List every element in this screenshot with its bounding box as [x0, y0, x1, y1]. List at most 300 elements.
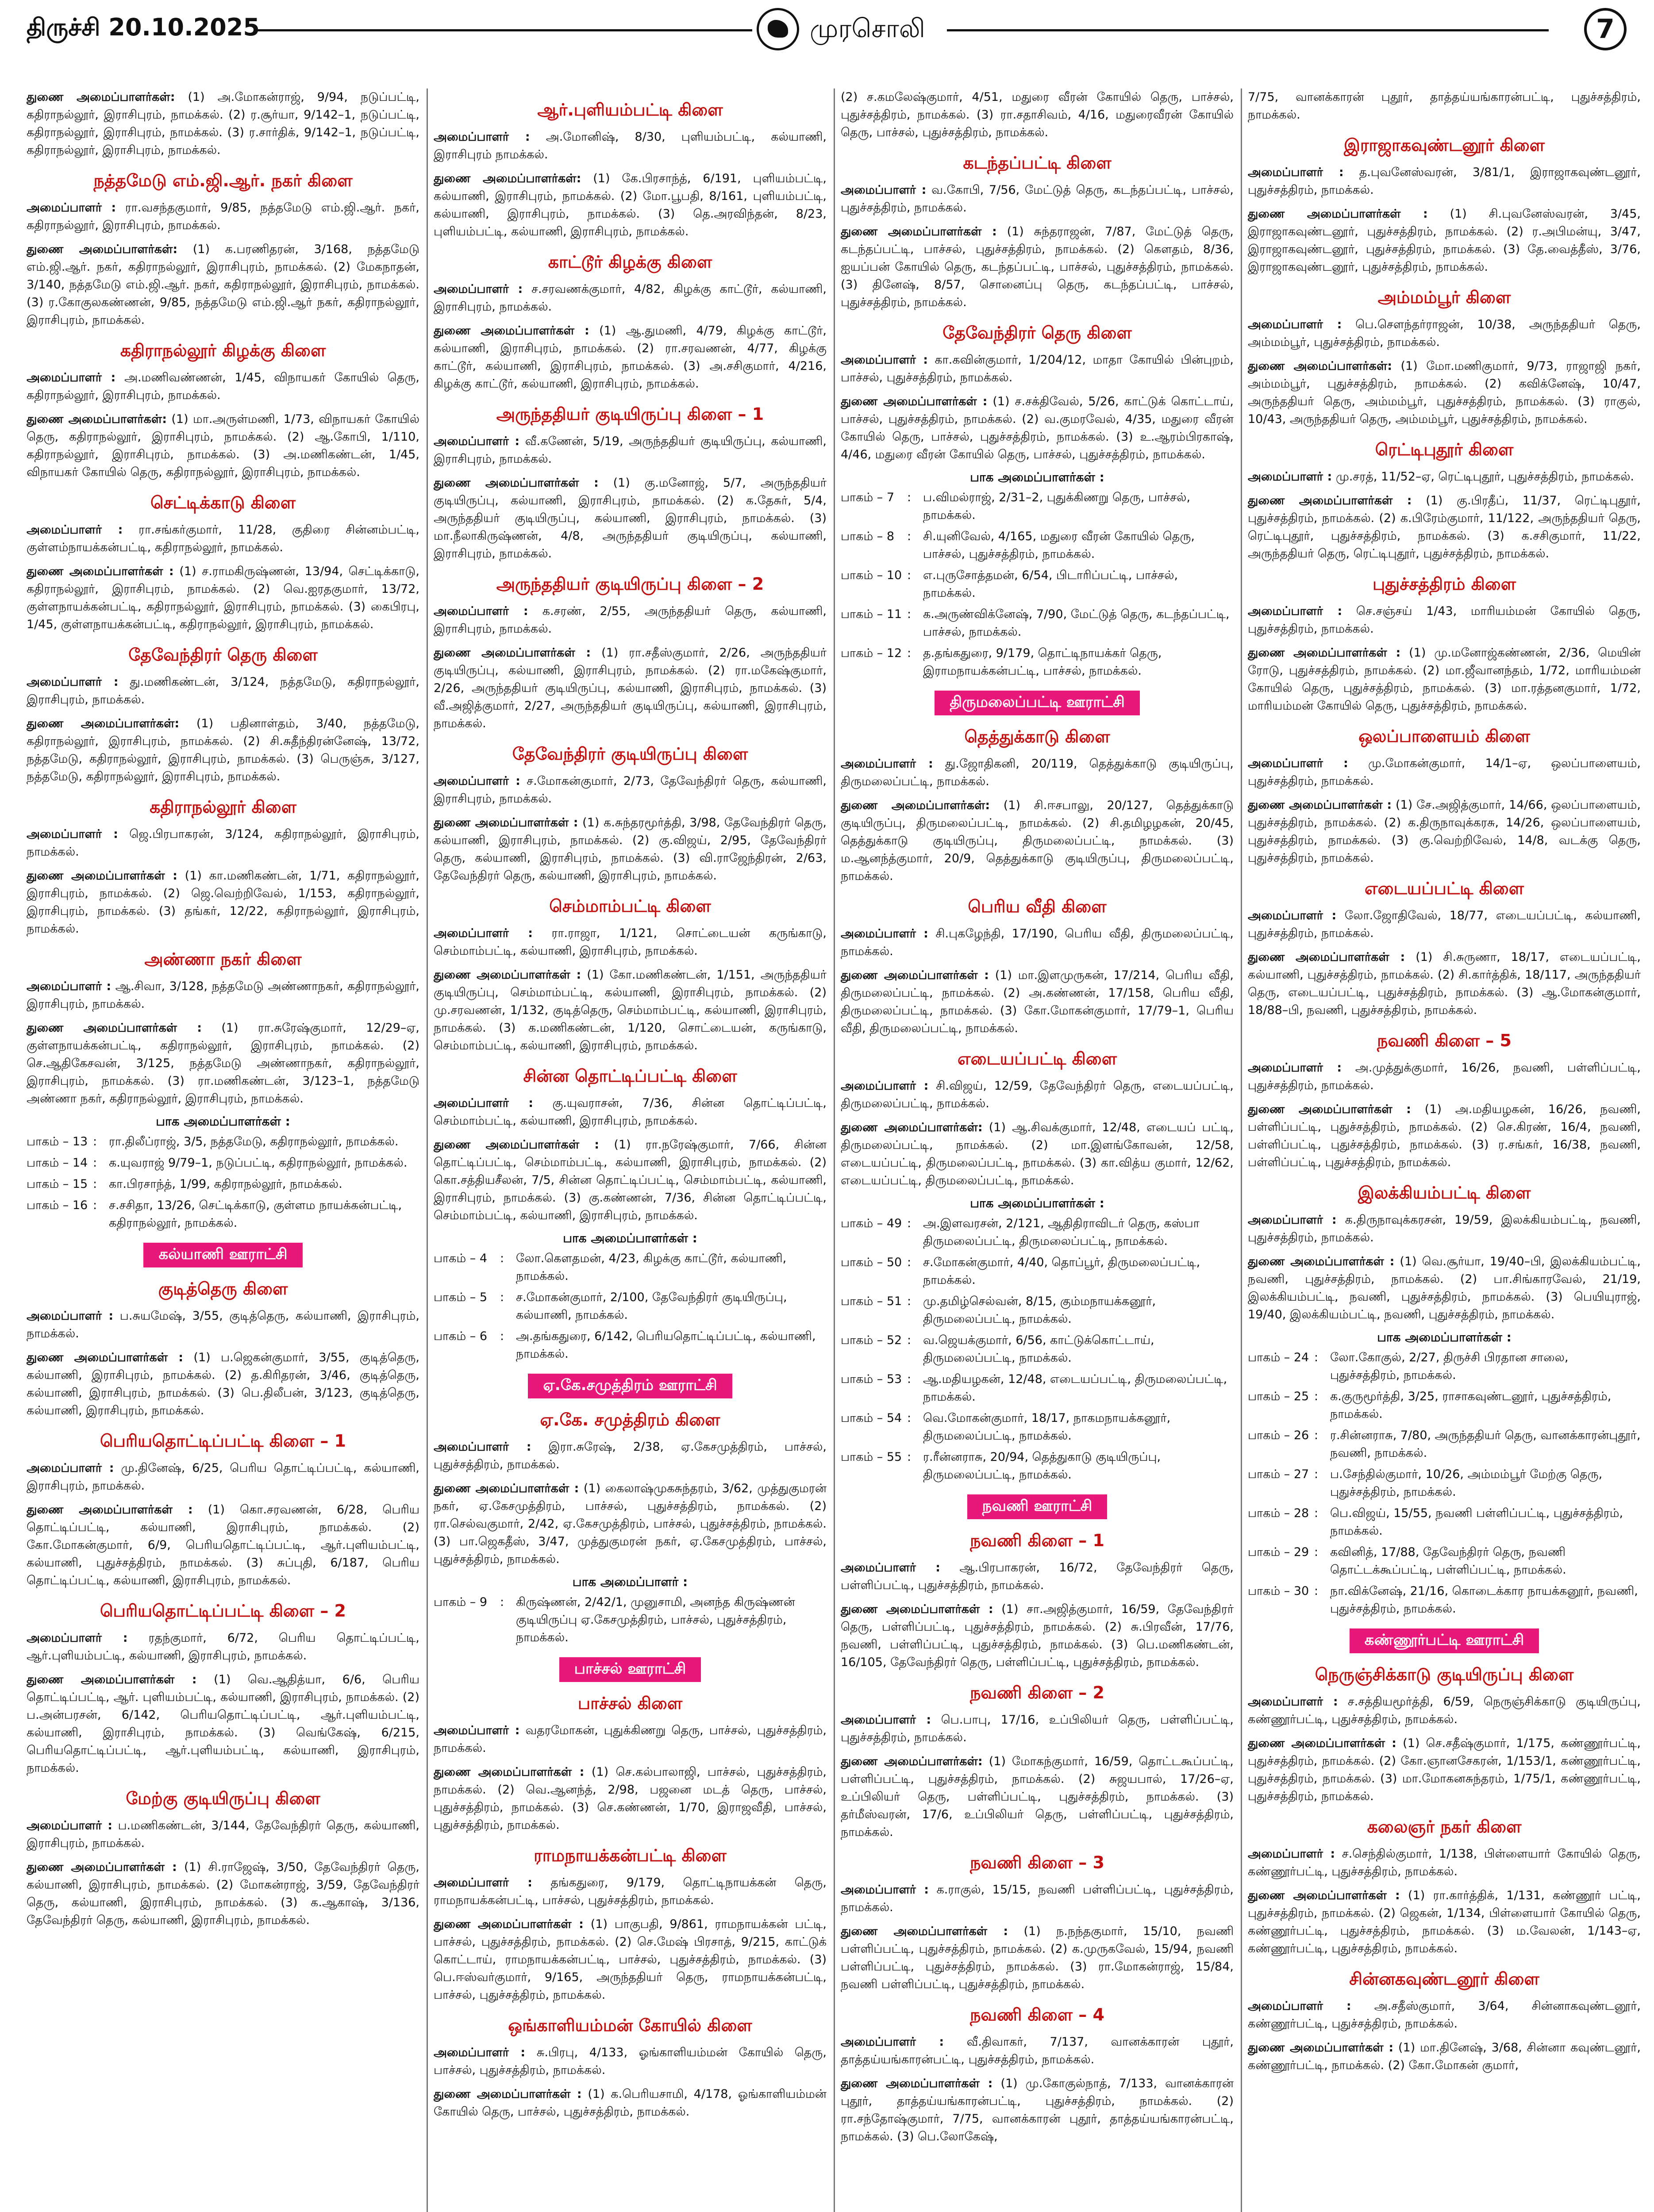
organizer-entry: [27, 1459, 419, 1495]
organizer-entry: [1248, 1997, 1641, 2033]
organizer-details: ஜெ.பிரபாகரன், 3/124, கதிராநல்லூர், இராசிபுரம், நாமக்கல்.: [27, 827, 419, 859]
organizer-details: (1) மா.தினேஷ், 3/68, சின்னா கவுண்டனூர், கண்ணூர்பட்டி, நாமக்கல். (2) கோ.மோகன் குமார்,: [1248, 2041, 1641, 2072]
organizer-details: (1) க.சுந்தரமூர்த்தி, 3/98, தேவேந்திரர் தெரு, கல்யாணி, இராசிபுரம், நாமக்கல். (2) கு.விஜய், 2/95, தேவேந்திரர் தெரு, கல்யாணி, இராசிபுரம், நாமக்கல். (3) வி.ராஜேந்திரன், 2/63, தேவேந்திரர் தெரு, கல்யாணி, இராசிபுரம், நாமக்கல்.: [434, 816, 827, 883]
paper-logo-icon: [757, 8, 799, 50]
branch-heading: ஆர்.புளியம்பட்டி கிளை: [537, 100, 723, 119]
organizer-details: கு.யுவராசன், 7/36, சின்ன தொட்டிப்பட்டி, செம்மாம்பட்டி, கல்யாணி, இராசிபுரம், நாமக்கல்.: [434, 1096, 827, 1128]
role-label: துணை அமைப்பாளர்கள் :: [1248, 798, 1392, 812]
branch-heading: செட்டிக்காடு கிளை: [150, 493, 296, 512]
role-label: துணை அமைப்பாளர்கள் :: [27, 1673, 197, 1686]
booth-number: பாகம் – 52: [841, 1333, 902, 1347]
organizer-details: வீ.கணேன், 5/19, அருந்ததியர் குடியிருப்பு, கல்யாணி, இராசிபுரம், நாமக்கல்.: [434, 434, 827, 466]
organizer-details: அ.மணிவண்ணன், 1/45, விநாயகர் கோயில் தெரு, கதிராநல்லூர், இராசிபுரம், நாமக்கல்.: [27, 371, 419, 402]
organizer-details: (1) சா.அஜித்குமார், 16/59, தேவேந்திரர் தெரு, பள்ளிப்பட்டி, புதுச்சத்திரம், நாமக்கல். (2) சு.பிரவீன், 17/76, நவணி, பள்ளிப்பட்டி, புதுச்சத்திரம், நாமக்கல். (3) பெ.மணிகண்டன், 16/105, தேவேந்திரர் தெரு, பள்ளிப்பட்டி, புதுச்சத்திரம், நாமக்கல்.: [841, 1602, 1234, 1669]
role-label: அமைப்பாளர் :: [27, 523, 123, 537]
role-label: துணை அமைப்பாளர்கள் :: [27, 869, 177, 883]
booth-number: பாகம் – 55: [841, 1450, 902, 1464]
role-label: அமைப்பாளர் :: [434, 926, 533, 940]
role-label: துணை அமைப்பாளர்கள் :: [434, 646, 591, 660]
role-label: துணை அமைப்பாளர்கள் :: [841, 395, 988, 408]
branch-heading: ஏ.கே. சமுத்திரம் கிளை: [540, 1410, 720, 1429]
booth-number: பாகம் – 13: [27, 1135, 88, 1148]
branch-heading: கதிராநல்லூர் கிளை: [150, 797, 296, 817]
branch-heading: இராஜாகவுண்டனூர் கிளை: [1343, 135, 1545, 155]
organizer-details: (1) பதினாள்தம், 3/40, நத்தமேடு, கதிராநல்லூர், இராசிபுரம், நாமக்கல். (2) சி.சுதீந்திரன்னேஷ், 13/72, நத்தமேடு, கதிராநல்லூர், இராசிபுரம், நாமக்கல். (3) பெருஞ்சு, 3/127, நத்தமேடு, கதிராநல்லூர், இராசிபுரம், நாமக்கல்.: [27, 717, 419, 783]
organizer-entry: [1248, 1101, 1641, 1171]
organizer-entry: [434, 474, 827, 563]
organizer-entry: [1248, 1845, 1641, 1881]
booth-organizer-row: [841, 1371, 1234, 1406]
branch-heading: நவணி கிளை – 3: [970, 1853, 1104, 1872]
booth-number: பாகம் – 14: [27, 1156, 88, 1170]
section-subheading: பாக அமைப்பாளர் :: [572, 1575, 688, 1589]
organizer-entry: [1248, 949, 1641, 1019]
organizer-details: (1) ப.ஜெகன்குமார், 3/55, குடித்தெரு, கல்யாணி, இராசிபுரம், நாமக்கல். (2) த.கிரிதரன், 3/46, குடித்தெரு, கல்யாணி, இராசிபுரம், நாமக்கல். (3) பெ.திலீபன், 3/123, குடித்தெரு, கல்யாணி, இராசிபுரம், நாமக்கல்.: [27, 1351, 419, 1417]
branch-heading: அருந்ததியர் குடியிருப்பு கிளை – 2: [496, 574, 764, 594]
role-label: அமைப்பாளர் :: [27, 1309, 114, 1323]
organizer-entry: [27, 563, 419, 634]
booth-organizer-details: க.யுவராஜ் 9/79–1, நடுப்பட்டி, கதிராநல்லூர், நாமக்கல்.: [109, 1156, 408, 1170]
organizer-details: ப.சுயமேஷ், 3/55, குடித்தெரு, கல்யாணி, இராசிபுரம், நாமக்கல்.: [27, 1309, 419, 1340]
role-label: துணை அமைப்பாளர்கள்:: [841, 799, 990, 812]
booth-number: பாகம் – 5: [434, 1290, 488, 1304]
branch-heading: மேற்கு குடியிருப்பு கிளை: [126, 1789, 320, 1808]
booth-colon: :: [907, 1294, 912, 1308]
organizer-entry: [841, 393, 1234, 464]
role-label: அமைப்பாளர் :: [27, 201, 116, 215]
booth-organizer-details: ச.மோகன்குமார், 2/100, தேவேந்திரர் குடியிருப்பு, கல்யாணி, நாமக்கல்.: [516, 1290, 787, 1322]
booth-colon: :: [907, 1372, 912, 1386]
organizer-entry: [27, 1671, 419, 1777]
masthead: [27, 8, 1628, 50]
organizer-entry: [841, 181, 1234, 217]
booth-number: பாகம் – 10: [841, 568, 902, 582]
organizer-details: (1) மோ.மணிகுமார், 9/73, ராஜாஜி நகர், அம்மம்பூர், புதுச்சத்திரம், நாமக்கல். (2) கவிக்னேஷ், 10/47, அருந்ததியர் தெரு, அம்மம்பூர், புதுச்சத்திரம், நாமக்கல். (3) ராகுல், 10/43, அருந்ததியர் தெரு, அம்மம்பூர், புதுச்சத்திரம், நாமக்கல்.: [1248, 359, 1641, 426]
organizer-entry: [434, 280, 827, 316]
branch-heading: ஒலப்பாளையம் கிளை: [1358, 726, 1530, 746]
organizer-entry: [434, 1136, 827, 1225]
booth-organizer-row: [434, 1289, 827, 1324]
role-label: துணை அமைப்பாளர்கள் :: [841, 1924, 1008, 1938]
role-label: துணை அமைப்பாளர்கள்:: [27, 242, 178, 256]
organizer-details: லோ.ஜோதிவேல், 18/77, எடையப்பட்டி, கல்யாணி, புதுச்சத்திரம், நாமக்கல்.: [1248, 909, 1641, 940]
organizer-entry: [841, 2075, 1234, 2146]
role-label: அமைப்பாளர் :: [841, 927, 928, 941]
organizer-entry: [27, 199, 419, 234]
organizer-details: (1) வெ.ஆதித்யா, 6/6, பெரிய தொட்டிப்பட்டி, ஆர். புளியம்பட்டி, கல்யாணி, இராசிபுரம், நாமக்கல். (2) ப.அன்பரசன், 6/142, பெரியதொட்டிப்பட்டி, ஆர்.புளியம்பட்டி, கல்யாணி, இராசிபுரம், நாமக்கல். (3) வெங்கேஷ், 6/215, பெரியதொட்டிப்பட்டி, ஆர்.புளியம்பட்டி, கல்யாணி, இராசிபுரம், நாமக்கல்.: [27, 1673, 419, 1775]
role-label: அமைப்பாளர் :: [434, 1096, 534, 1110]
organizer-details: ரா.சங்கர்குமார், 11/28, குதிரை சின்னம்பட்டி, குள்ளம்நாயக்கன்பட்டி, கதிராநல்லூர், நாமக்கல்.: [27, 523, 419, 554]
branch-heading: நவணி கிளை – 5: [1377, 1031, 1512, 1050]
booth-organizer-row: [27, 1154, 419, 1172]
booth-colon: :: [907, 646, 912, 660]
organizer-entry: [434, 170, 827, 241]
organizer-entry: [1248, 644, 1641, 715]
role-label: துணை அமைப்பாளர்கள் :: [1248, 207, 1428, 221]
organizer-entry: [434, 322, 827, 393]
booth-number: பாகம் – 50: [841, 1256, 902, 1269]
organizer-details: க.ராகுல், 15/15, நவணி பள்ளிப்பட்டி, புதுச்சத்திரம், நாமக்கல்.: [841, 1883, 1234, 1914]
role-label: துணை அமைப்பாளர்கள்:: [1248, 359, 1392, 373]
organizer-details: தங்கதுரை, 9/179, தொட்டிநாயக்கன் தெரு, ராமநாயக்கன்பட்டி, பாச்சல், புதுச்சத்திரம், நாமக்கல்.: [434, 1876, 827, 1907]
branch-heading: அம்மம்பூர் கிளை: [1377, 288, 1511, 307]
role-label: அமைப்பாளர் :: [841, 757, 933, 771]
organizer-entry: [434, 1438, 827, 1474]
organizer-entry: [27, 1859, 419, 1929]
role-label: துணை அமைப்பாளர்கள் :: [1248, 2041, 1394, 2055]
booth-colon: :: [500, 1329, 504, 1343]
booth-organizer-details: ரா.திலீப்ராஜ், 3/5, நத்தமேடு, கதிராநல்லூர், நாமக்கல்.: [109, 1135, 399, 1148]
booth-colon: :: [1314, 1545, 1319, 1559]
booth-number: பாகம் – 7: [841, 491, 895, 504]
role-label: அமைப்பாளர் :: [841, 1883, 929, 1897]
organizer-details: (1) ரா.சதீஸ்குமார், 2/26, அருந்ததியர் குடியிருப்பு, கல்யாணி, இராசிபுரம், நாமக்கல். (2) ரா.மகேஷ்குமார், 2/26, அருந்ததியர் குடியிருப்பு, கல்யாணி, இராசிபுரம், நாமக்கல். (3) வீ.அஜித்குமார், 2/27, அருந்ததியர் குடியிருப்பு, கல்யாணி, இராசிபுரம், நாமக்கல்.: [434, 646, 827, 730]
role-label: துணை அமைப்பாளர்கள் :: [1248, 1736, 1396, 1750]
organizer-entry: [27, 1349, 419, 1420]
panchayat-banner-label: பாச்சல் ஊராட்சி: [559, 1657, 701, 1682]
panchayat-banner: [434, 1657, 827, 1682]
organizer-details: (1) வெ.சூர்யா, 19/40–பி, இலக்கியம்பட்டி, நவணி, புதுச்சத்திரம், நாமக்கல். (2) பா.சிங்காரவேல், 21/19, இலக்கியம்பட்டி, நவணி, புதுச்சத்திரம், நாமக்கல். (3) பெயியுராஜ், 19/40, இலக்கியம்பட்டி, நவணி, புதுச்சத்திரம், நாமக்கல்.: [1248, 1255, 1641, 1321]
branch-heading: அருந்ததியர் குடியிருப்பு கிளை – 1: [496, 404, 764, 424]
branch-heading: தேவேந்திரர் தெரு கிளை: [942, 323, 1132, 342]
booth-colon: :: [907, 491, 912, 504]
role-label: துணை அமைப்பாளர்கள் :: [841, 968, 989, 982]
role-label: துணை அமைப்பாளர்கள்:: [27, 90, 175, 104]
booth-number: பாகம் – 51: [841, 1294, 902, 1308]
role-label: அமைப்பாளர் :: [1248, 604, 1342, 618]
role-label: துணை அமைப்பாளர்கள் :: [434, 324, 589, 338]
organizer-details: (1) சி.ஈசபாலு, 20/127, தெத்துக்காடு குடியிருப்பு, திருமலைப்பட்டி, நாமக்கல். (2) சி.தமிழழகன், 20/45, தெத்துக்காடு குடியிருப்பு, திருமலைப்பட்டி, நாமக்கல். (3) ம.ஆனந்த்குமார், 20/9, தெத்துக்காடு குடியிருப்பு, திருமலைப்பட்டி, நாமக்கல்.: [841, 799, 1234, 883]
role-label: துணை அமைப்பாளர்கள் :: [1248, 950, 1405, 964]
role-label: துணை அமைப்பாளர்கள் :: [27, 565, 174, 578]
organizer-details: ப.மணிகண்டன், 3/144, தேவேந்திரர் தெரு, கல்யாணி, இராசிபுரம், நாமக்கல்.: [27, 1819, 419, 1850]
organizer-details: மு.மோகன்குமார், 14/1–ஏ, ஒலப்பாளையம், புதுச்சத்திரம், நாமக்கல்.: [1248, 757, 1641, 788]
booth-organizer-row: [434, 1328, 827, 1363]
branch-heading: தேவேந்திரர் தெரு கிளை: [128, 645, 318, 664]
role-label: அமைப்பாளர் :: [27, 675, 119, 689]
booth-organizer-details: மு.தமிழ்செல்வன், 8/15, கும்மநாயக்கனூர், திருமலைப்பட்டி, நாமக்கல்.: [923, 1294, 1156, 1326]
organizer-entry: [1248, 357, 1641, 428]
role-label: அமைப்பாளர் :: [27, 1461, 114, 1475]
organizer-details: (1) அ.மதியழகன், 16/26, நவணி, பள்ளிப்பட்டி, புதுச்சத்திரம், நாமக்கல். (2) செ.கிரண், 16/4, நவணி, பள்ளிப்பட்டி, புதுச்சத்திரம், நாமக்கல். (3) ர.சங்கர், 16/38, நவணி, பள்ளிப்பட்டி, புதுச்சத்திரம், நாமக்கல்.: [1248, 1102, 1641, 1169]
booth-organizer-details: க.குருமூர்த்தி, 3/25, ராசாகவுண்டனூர், புதுச்சத்திரம், நாமக்கல்.: [1330, 1390, 1612, 1421]
organizer-entry: [27, 1019, 419, 1108]
organizer-entry: [434, 1874, 827, 1909]
organizer-details: அ.சதீஸ்குமார், 3/64, சின்னாகவுண்டனூர், கண்ணூர்பட்டி, புதுச்சத்திரம், நாமக்கல்.: [1248, 1999, 1641, 2031]
organizer-entry: [27, 411, 419, 481]
branch-heading: தெத்துக்காடு கிளை: [964, 727, 1110, 746]
booth-organizer-details: அ.தங்கதுரை, 6/142, பெரியதொட்டிப்பட்டி, கல்யாணி, நாமக்கல்.: [516, 1329, 816, 1361]
organizer-details: கா.கவின்குமார், 1/204/12, மாதா கோயில் பின்புறம், பாச்சல், புதுச்சத்திரம், நாமக்கல்.: [841, 353, 1234, 384]
booth-colon: :: [93, 1177, 97, 1191]
organizer-entry: [841, 925, 1234, 960]
masthead-rule-left: [257, 29, 752, 31]
organizer-details: (1) ரா.நரேஷ்குமார், 7/66, சின்ன தொட்டிப்பட்டி, செம்மாம்பட்டி, கல்யாணி, இராசிபுரம், நாமக்கல். (2) கொ.சத்தியசீலன், 7/5, சின்ன தொட்டிப்பட்டி, செம்மாம்பட்டி, கல்யாணி, இராசிபுரம், நாமக்கல். (3) கு.கண்ணன், 7/36, சின்ன தொட்டிப்பட்டி, செம்மாம்பட்டி, கல்யாணி, இராசிபுரம், நாமக்கல்.: [434, 1138, 827, 1222]
organizer-entry: [434, 1094, 827, 1130]
organizer-entry: [27, 88, 419, 159]
column-3: [841, 88, 1234, 2212]
organizer-details: மு.சரத், 11/52–ஏ, ரெட்டிபுதூர், புதுச்சத்திரம், நாமக்கல்.: [1335, 470, 1634, 484]
organizer-details: ரா.ராஜா, 1/121, சொட்டையன் கருங்காடு, செம்மாம்பட்டி, கல்யாணி, இராசிபுரம், நாமக்கல்.: [434, 926, 827, 958]
organizer-details: ரா.வசந்தகுமார், 9/85, நத்தமேடு எம்.ஜி.ஆர். நகர், கதிராநல்லூர், இராசிபுரம், நாமக்கல்.: [27, 201, 419, 232]
organizer-entry: [27, 978, 419, 1013]
paper-name: முரசொலி: [810, 13, 925, 43]
organizer-details: (1) ரா.சுரேஷ்குமார், 12/29–ஏ, குள்ளநாயக்கன்பட்டி, கதிராநல்லூர், இராசிபுரம், நாமக்கல். (2) செ.ஆதிகேசவன், 3/125, நத்தமேடு அண்ணாநகர், கதிராநல்லூர், இராசிபுரம், நாமக்கல். (3) ரா.மணிகண்டன், 3/123–1, நத்தமேடு அண்ணா நகர், கதிராநல்லூர், இராசிபுரம், நாமக்கல்.: [27, 1021, 419, 1106]
role-label: அமைப்பாளர் :: [841, 1713, 931, 1727]
booth-number: பாகம் – 27: [1248, 1467, 1309, 1481]
role-label: அமைப்பாளர் :: [27, 1631, 128, 1645]
organizer-details: (2) ச.கமலேஷ்குமார், 4/51, மதுரை வீரன் கோயில் தெரு, பாச்சல், புதுச்சத்திரம், நாமக்கல். (3) ரா.சதாசிவம், 4/16, மதுரைவீரன் கோயில் தெரு, பாச்சல், புதுச்சத்திரம், நாமக்கல்.: [841, 90, 1234, 139]
organizer-details: (1) சுந்தராஜன், 7/87, மேட்டுத் தெரு, கடந்தப்பட்டி, பாச்சல், புதுச்சத்திரம், நாமக்கல். (2) கௌதம், 8/36, ஐயப்பன் கோயில் தெரு, கடந்தப்பட்டி, பாச்சல், புதுச்சத்திரம், நாமக்கல். (3) தினேஷ், 8/57, சொனைப்பு தெரு, கடந்தப்பட்டி, பாச்சல், புதுச்சத்திரம், நாமக்கல்.: [841, 225, 1234, 309]
organizer-details: இரா.சுரேஷ், 2/38, ஏ.கேசமுத்திரம், பாச்சல், புதுச்சத்திரம், நாமக்கல்.: [434, 1440, 827, 1471]
role-label: அமைப்பாளர் :: [434, 1876, 533, 1889]
organizer-details: த.புவனேஸ்வரன், 3/81/1, இராஜாகவுண்டனூர், புதுச்சத்திரம், நாமக்கல்.: [1248, 165, 1641, 197]
role-label: துணை அமைப்பாளர்கள் :: [434, 1765, 585, 1779]
booth-organizer-row: [841, 606, 1234, 641]
role-label: அமைப்பாளர் :: [1248, 470, 1332, 484]
organizer-entry: [434, 603, 827, 638]
branch-heading: சின்னகவுண்டனூர் கிளை: [1349, 1969, 1539, 1989]
panchayat-banner-label: நவணி ஊராட்சி: [967, 1494, 1108, 1519]
organizer-entry: [434, 1480, 827, 1568]
organizer-entry: [841, 755, 1234, 791]
booth-organizer-details: கிருஷ்ணன், 2/42/1, முனுசாமி, அனந்த கிருஷ்ணன் குடியிருப்பு ஏ.கேசமுத்திரம், பாச்சல், புதுச்சத்திரம், நாமக்கல்.: [516, 1595, 795, 1644]
booth-organizer-row: [27, 1197, 419, 1232]
branch-heading: கடந்தப்பட்டி கிளை: [963, 153, 1112, 173]
organizer-details: (1) சி.புவனேஸ்வரன், 3/45, இராஜாகவுண்டனூர், புதுச்சத்திரம், நாமக்கல். (2) ர.அபிமன்யு, 3/47, இராஜாகவுண்டனூர், புதுச்சத்திரம், நாமக்கல். (3) தே.வைத்தீஸ், 3/76, இராஜாகவுண்டனூர், புதுச்சத்திரம், நாமக்கல்.: [1248, 207, 1641, 274]
role-label: அமைப்பாளர் :: [27, 979, 112, 993]
role-label: அமைப்பாளர் :: [1248, 1695, 1338, 1709]
booth-number: பாகம் – 4: [434, 1252, 488, 1265]
role-label: அமைப்பாளர் :: [1248, 1847, 1335, 1861]
masthead-rule-right: [947, 29, 1549, 31]
organizer-entry: [1248, 603, 1641, 638]
organizer-entry: [841, 967, 1234, 1037]
organizer-entry: [1248, 1211, 1641, 1247]
booth-number: பாகம் – 29: [1248, 1545, 1309, 1559]
organizer-details: து.மணிகண்டன், 3/124, நத்தமேடு, கதிராநல்லூர், இராசிபுரம், நாமக்கல்.: [27, 675, 419, 707]
booth-number: பாகம் – 11: [841, 607, 902, 621]
organizer-details: (1) கொ.சரவணன், 6/28, பெரிய தொட்டிப்பட்டி, கல்யாணி, இராசிபுரம், நாமக்கல். (2) கோ.மோகன்குமார், 6/9, பெரியதொட்டிப்பட்டி, ஆர்.புளியம்பட்டி, கல்யாணி, புதுச்சத்திரம், நாமக்கல். (3) சுப்புதி, 6/187, பெரிய தொட்டிப்பட்டி, கல்யாணி, இராசிபுரம், நாமக்கல்.: [27, 1503, 419, 1587]
page-number: 7: [1584, 8, 1627, 50]
organizer-details: சு.பிரபு, 4/133, ஓங்காளியம்மன் கோயில் தெரு, பாச்சல், புதுச்சத்திரம், நாமக்கல்.: [434, 2046, 827, 2077]
organizer-entry: [434, 128, 827, 164]
organizer-entry: [27, 1501, 419, 1590]
branch-heading: நத்தமேடு எம்.ஜி.ஆர். நகர் கிளை: [93, 171, 353, 190]
role-label: அமைப்பாளர் :: [434, 434, 520, 448]
organizer-details: (1) கு.மனோஜ், 5/7, அருந்ததியர் குடியிருப்பு, கல்யாணி, இராசிபுரம், நாமக்கல். (2) க.தேசுர், 5/4, அருந்ததியர் குடியிருப்பு, கல்யாணி, இராசிபுரம், நாமக்கல். (3) மா.நீலாகிருஷ்ணன், 4/8, அருந்ததியர் குடியிருப்பு, கல்யாணி, இராசிபுரம், நாமக்கல்.: [434, 476, 827, 561]
booth-organizer-row: [841, 567, 1234, 602]
organizer-details: சி.புகழேந்தி, 17/190, பெரிய வீதி, திருமலைப்பட்டி, நாமக்கல்.: [841, 927, 1234, 958]
booth-number: பாகம் – 24: [1248, 1351, 1309, 1364]
branch-heading: பாச்சல் கிளை: [577, 1694, 683, 1713]
organizer-entry: [434, 1722, 827, 1757]
booth-organizer-details: எ.புருசோத்தமன், 6/54, பிடாரிப்பட்டி, பாச்சல், நாமக்கல்.: [923, 568, 1178, 600]
organizer-entry: [27, 715, 419, 786]
organizer-details: (1) கோ.மணிகண்டன், 1/151, அருந்ததியர் குடியிருப்பு, செம்மாம்பட்டி, கல்யாணி, இராசிபுரம், நாமக்கல். (2) மு.சரவணன், 1/132, குடித்தெரு, செம்மாம்பட்டி, கல்யாணி, இராசிபுரம், நாமக்கல். (3) க.மணிகண்டன், 1/120, சொட்டையன், கருங்காடு, செம்மாம்பட்டி, கல்யாணி, இராசிபுரம், நாமக்கல்.: [434, 968, 827, 1052]
role-label: துணை அமைப்பாளர்கள் :: [841, 1602, 993, 1616]
booth-organizer-details: அ.இளவரசன், 2/121, ஆதிதிராவிடர் தெரு, கஸ்பா திருமலைப்பட்டி, திருமலைப்பட்டி, நாமக்கல்.: [923, 1217, 1200, 1248]
organizer-entry: [27, 521, 419, 557]
organizer-details: (1) சே.அஜித்குமார், 14/66, ஒலப்பாளையம், புதுச்சத்திரம், நாமக்கல். (2) க.திருநாவுக்கரசு, 14/26, ஒலப்பாளையம், புதுச்சத்திரம், நாமக்கல். (3) கு.வெற்றிவேல், 14/8, வடக்கு தெரு, புதுச்சத்திரம், நாமக்கல்.: [1248, 798, 1641, 865]
organizer-entry: [434, 814, 827, 885]
booth-organizer-details: பெ.விஜய், 15/55, நவணி பள்ளிப்பட்டி, புதுச்சத்திரம், நாமக்கல்.: [1330, 1506, 1623, 1538]
branch-heading: கலைஞர் நகர் கிளை: [1367, 1817, 1522, 1836]
organizer-details: 7/75, வானக்காரன் புதூர், தாத்தய்யங்காரன்பட்டி, புதுச்சத்திரம், நாமக்கல்.: [1248, 90, 1641, 122]
organizer-details: வதரமோகன், புதுக்கிணறு தெரு, பாச்சல், புதுச்சத்திரம், நாமக்கல்.: [434, 1724, 827, 1755]
booth-number: பாகம் – 12: [841, 646, 902, 660]
organizer-entry: [1248, 755, 1641, 790]
booth-organizer-details: ஆ.மதியழகன், 12/48, எடையப்பட்டி, திருமலைப்பட்டி, நாமக்கல்.: [923, 1372, 1227, 1404]
section-subheading: பாக அமைப்பாளர்கள் :: [563, 1231, 697, 1245]
organizer-details: (1) சி.ராஜேஷ், 3/50, தேவேந்திரர் தெரு, கல்யாணி, இராசிபுரம், நாமக்கல். (2) மோகன்ராஜ், 3/59, தேவேந்திரர் தெரு, கல்யாணி, இராசிபுரம், நாமக்கல். (3) க.ஆகாஷ், 3/136, தேவேந்திரர் தெரு, கல்யாணி, இராசிபுரம், நாமக்கல்.: [27, 1860, 419, 1927]
column-4: [1248, 88, 1641, 2212]
organizer-entry: [27, 1629, 419, 1665]
booth-colon: :: [1314, 1351, 1319, 1364]
organizer-entry: [1248, 205, 1641, 276]
organizer-entry: [27, 1817, 419, 1852]
organizer-details: (1) கைலாஷ்முகசுந்தரம், 3/62, முத்துகுமரன் நகர், ஏ.கேசமுத்திரம், பாச்சல், புதுச்சத்திரம், நாமக்கல். (2) ரா.செல்வகுமார், 2/42, ஏ.கேசமுத்திரம், பாச்சல், புதுச்சத்திரம், நாமக்கல். (3) பா.ஜெகதீஸ், 3/47, முத்துகுமரன் நகர், ஏ.கேசமுத்திரம், பாச்சல், புதுச்சத்திரம், நாமக்கல்.: [434, 1482, 827, 1566]
booth-colon: :: [1314, 1584, 1319, 1598]
booth-colon: :: [907, 607, 912, 621]
organizer-details: ரதந்குமார், 6/72, பெரிய தொட்டிப்பட்டி, ஆர்.புளியம்பட்டி, கல்யாணி, இராசிபுரம், நாமக்கல்.: [27, 1631, 419, 1663]
booth-colon: :: [907, 1411, 912, 1425]
organizer-entry: [1248, 164, 1641, 199]
organizer-details: க.சரண், 2/55, அருந்ததியர் தெரு, கல்யாணி, இராசிபுரம், நாமக்கல்.: [434, 604, 827, 636]
organizer-entry: [434, 772, 827, 808]
role-label: அமைப்பாளர் :: [1248, 318, 1342, 331]
column-2: [434, 88, 827, 2212]
edition-date: திருச்சி 20.10.2025: [27, 13, 260, 41]
branch-heading: அண்ணா நகர் கிளை: [144, 949, 302, 969]
booth-colon: :: [907, 1450, 912, 1464]
branch-heading: எடையப்பட்டி கிளை: [1364, 879, 1524, 898]
organizer-details: (1) அ.மோகன்ராஜ், 9/94, நடுப்பட்டி, கதிராநல்லூர், இராசிபுரம், நாமக்கல். (2) ர.சூர்யா, 9/142–1, நடுப்பட்டி, கதிராநல்லூர், இராசிபுரம், நாமக்கல். (3) ர.சார்திக், 9/142–1, நடுப்பட்டி, கதிராநல்லூர், இராசிபுரம், நாமக்கல்.: [27, 90, 419, 157]
branch-heading: ரெட்டிபுதூர் கிளை: [1375, 440, 1514, 459]
booth-organizer-details: ப.விமல்ராஜ், 2/31–2, புதுக்கிணறு தெரு, பாச்சல், நாமக்கல்.: [923, 491, 1191, 522]
booth-organizer-row: [434, 1594, 827, 1647]
organizer-details: (1) மா.இளமுருகன், 17/214, பெரிய வீதி, திருமலைப்பட்டி, நாமக்கல். (2) அ.கண்ணன், 17/158, பெரிய வீதி, திருமலைப்பட்டி, நாமக்கல். (3) கோ.மோகன்குமார், 17/79–1, பெரிய வீதி, திருமலைப்பட்டி, நாமக்கல்.: [841, 968, 1234, 1035]
organizer-entry: [27, 369, 419, 404]
role-label: துணை அமைப்பாளர்கள் :: [27, 1860, 177, 1874]
section-subheading: பாக அமைப்பாளர்கள் :: [1377, 1330, 1512, 1344]
column-1: [27, 88, 419, 2212]
booth-organizer-details: ச.சசிதா, 13/26, செட்டிக்காடு, குள்ளம நாயக்கன்பட்டி, கதிராநல்லூர், நாமக்கல்.: [109, 1198, 402, 1230]
organizer-details: (1) ரா.கார்த்திக், 1/131, கண்ணூர் பட்டி, புதுச்சத்திரம், நாமக்கல். (2) ஜெகன், 1/134, பிள்ளையார் கோயில் தெரு, கண்ணூர்பட்டி, புதுச்சத்திரம், நாமக்கல். (3) ம.வேலன், 1/143–ஏ, கண்ணூர்பட்டி, புதுச்சத்திரம், நாமக்கல்.: [1248, 1889, 1641, 1955]
booth-organizer-row: [841, 1293, 1234, 1328]
role-label: அமைப்பாளர் :: [434, 1440, 531, 1454]
column-divider: [834, 88, 835, 2212]
booth-colon: :: [1314, 1506, 1319, 1520]
organizer-entry: [1248, 468, 1641, 486]
booth-organizer-row: [1248, 1349, 1641, 1384]
organizer-entry: [27, 867, 419, 938]
organizer-entry: [1248, 1693, 1641, 1728]
organizer-entry: [434, 644, 827, 733]
organizer-details: (1) சி.சுருணா, 18/17, எடையப்பட்டி, கல்யாணி, புதுச்சத்திரம், நாமக்கல். (2) சி.கார்த்திக், 18/117, அருந்ததியர் தெரு, எடையப்பட்டி, புதுச்சத்திரம், நாமக்கல். (3) ஆ.மோகன்குமார், 18/88–பி, நவணி, புதுச்சத்திரம், நாமக்கல்.: [1248, 950, 1641, 1017]
organizer-entry: [841, 1601, 1234, 1671]
branch-heading: நவணி கிளை – 4: [970, 2005, 1104, 2024]
organizer-entry: [434, 433, 827, 468]
branch-heading: பெரியதொட்டிப்பட்டி கிளை – 2: [100, 1601, 346, 1621]
booth-organizer-row: [841, 1409, 1234, 1445]
organizer-entry: [1248, 492, 1641, 563]
section-subheading: பாக அமைப்பாளர்கள் :: [970, 470, 1104, 484]
role-label: துணை அமைப்பாளர்கள் :: [841, 225, 997, 238]
organizer-entry: [1248, 1887, 1641, 1958]
role-label: அமைப்பாளர் :: [841, 183, 927, 197]
organizer-details: (1) ச.சக்திவேல், 5/26, காட்டுக் கொட்டாய், பாச்சல், புதுச்சத்திரம், நாமக்கல். (2) வ.குமரவேல், 4/35, மதுரை வீரன் கோயில் தெரு, பாச்சல், புதுச்சத்திரம், நாமக்கல். (3) உ.ஆரம்பிரகாஷ், 4/46, மதுரை வீரன் கோயில் தெரு, பாச்சல், புதுச்சத்திரம், நாமக்கல்.: [841, 395, 1234, 461]
role-label: துணை அமைப்பாளர்கள்:: [27, 717, 180, 730]
role-label: துணை அமைப்பாளர்கள் :: [27, 1021, 202, 1035]
booth-colon: :: [93, 1198, 97, 1212]
booth-number: பாகம் – 8: [841, 530, 895, 543]
branch-heading: இலக்கியம்பட்டி கிளை: [1358, 1183, 1531, 1202]
booth-colon: :: [500, 1252, 504, 1265]
booth-organizer-row: [841, 1254, 1234, 1289]
booth-number: பாகம் – 53: [841, 1372, 902, 1386]
organizer-entry: [434, 2085, 827, 2121]
organizer-entry: [841, 1923, 1234, 1993]
booth-colon: :: [907, 568, 912, 582]
branch-heading: கதிராநல்லூர் கிழக்கு கிளை: [120, 341, 326, 360]
organizer-details: (1) மு.கோகுல்நாத், 7/133, வானக்காரன் புதூர், தாத்தய்யங்காரன்பட்டி, புதுச்சத்திரம், நாமக்கல். (2) ரா.சந்தோஷ்குமார், 7/75, வானக்காரன் புதூர், தாத்தய்யங்காரன்பட்டி, நாமக்கல். (3) பெ.லோகேஷ்,: [841, 2077, 1234, 2143]
role-label: அமைப்பாளர் :: [1248, 165, 1344, 179]
role-label: துணை அமைப்பாளர்கள் :: [434, 2087, 582, 2101]
organizer-entry: [1248, 2039, 1641, 2074]
organizer-entry: [1248, 1735, 1641, 1805]
organizer-details: அ.முத்துக்குமார், 16/26, நவணி, பள்ளிப்பட்டி, புதுச்சத்திரம், நாமக்கல்.: [1248, 1061, 1641, 1092]
column-divider: [1241, 88, 1242, 2212]
booth-number: பாகம் – 16: [27, 1198, 88, 1212]
organizer-details: ஆ.சிவா, 3/128, நத்தமேடு அண்ணாநகர், கதிராநல்லூர், இராசிபுரம், நாமக்கல்.: [27, 979, 419, 1011]
role-label: அமைப்பாளர் :: [841, 2035, 944, 2049]
panchayat-banner: [434, 1374, 827, 1398]
booth-organizer-details: லோ.கோகுல், 2/27, திருச்சி பிரதான சாலை, புதுச்சத்திரம், நாமக்கல்.: [1330, 1351, 1569, 1382]
organizer-details: (1) க.பரணிதரன், 3/168, நத்தமேடு எம்.ஜி.ஆர். நகர், கதிராநல்லூர், இராசிபுரம், நாமக்கல். (2) மேகநாதன், 3/140, நத்தமேடு எம்.ஜி.ஆர். நகர், கதிராநல்லூர், இராசிபுரம், நாமக்கல். (3) ர.கோகுலகண்ணன், 9/85, நத்தமேடு எம்.ஜி.ஆர் நகர், கதிராநல்லூர், இராசிபுரம், நாமக்கல்.: [27, 242, 419, 327]
booth-organizer-details: த.தங்கதுரை, 9/179, தொட்டிநாயக்கர் தெரு, இராமநாயக்கன்பட்டி, பாச்சல், நாமக்கல்.: [923, 646, 1162, 678]
organizer-details: ச.மோகன்குமார், 2/73, தேவேந்திரர் தெரு, கல்யாணி, இராசிபுரம், நாமக்கல்.: [434, 774, 827, 806]
organizer-entry: [841, 88, 1234, 142]
booth-organizer-row: [1248, 1544, 1641, 1579]
role-label: அமைப்பாளர் :: [1248, 757, 1348, 770]
branch-heading: நெருஞ்சிக்காடு குடியிருப்பு கிளை: [1315, 1665, 1574, 1684]
booth-organizer-details: ர.ரீன்னராசு, 20/94, தெத்துகாடு குடியிருப்பு, திருமலைப்பட்டி, நாமக்கல்.: [923, 1450, 1161, 1482]
branch-heading: புதுச்சத்திரம் கிளை: [1372, 574, 1516, 594]
booth-organizer-row: [1248, 1505, 1641, 1540]
role-label: அமைப்பாளர் :: [434, 130, 530, 144]
role-label: அமைப்பாளர் :: [27, 371, 116, 384]
organizer-details: ச.சத்தியமூர்த்தி, 6/59, நெருஞ்சிக்காடு குடியிருப்பு, கண்ணூர்பட்டி, புதுச்சத்திரம், நாமக்கல்.: [1248, 1695, 1641, 1726]
organizer-details: க.திருநாவுக்கரசன், 19/59, இலக்கியம்பட்டி, நவணி, புதுச்சத்திரம், நாமக்கல்.: [1248, 1213, 1641, 1244]
booth-colon: :: [500, 1290, 504, 1304]
panchayat-banner: [1248, 1628, 1641, 1653]
booth-organizer-details: வெ.மோகன்குமார், 18/17, நாகமநாயக்கனூர், திருமலைப்பட்டி, நாமக்கல்.: [923, 1411, 1171, 1443]
organizer-entry: [27, 1307, 419, 1343]
booth-organizer-details: கா.பிரசாந்த், 1/99, கதிராநல்லூர், நாமக்கல்.: [109, 1177, 342, 1191]
role-label: துணை அமைப்பாளர்கள் :: [434, 1917, 584, 1931]
organizer-entry: [841, 223, 1234, 311]
organizer-details: (1) கே.பிரசாந்த், 6/191, புளியம்பட்டி, கல்யாணி, இராசிபுரம், நாமக்கல். (2) மோ.பூபதி, 8/161, புளியம்பட்டி, கல்யாணி, இராசிபுரம், நாமக்கல். (3) தெ.அரவிந்தன், 8/23, புளியம்பட்டி, கல்யாணி, இராசிபுரம், நாமக்கல்.: [434, 172, 827, 238]
role-label: அமைப்பாளர் :: [1248, 1213, 1337, 1227]
organizer-details: செ.சஞ்சய் 1/43, மாரியம்மன் கோயில் தெரு, புதுச்சத்திரம், நாமக்கல்.: [1248, 604, 1641, 636]
booth-organizer-row: [1248, 1388, 1641, 1423]
panchayat-banner-label: கல்யாணி ஊராட்சி: [143, 1243, 302, 1267]
branch-heading: செம்மாம்பட்டி கிளை: [549, 896, 711, 916]
branch-heading: பெரிய வீதி கிளை: [968, 897, 1107, 916]
booth-organizer-row: [1248, 1427, 1641, 1462]
booth-colon: :: [907, 1217, 912, 1230]
